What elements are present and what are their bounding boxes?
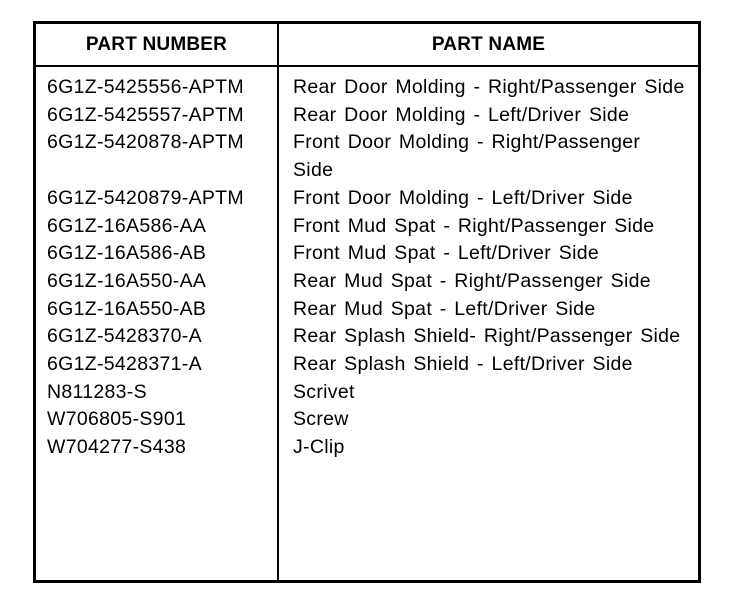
part-name-cell: Front Mud Spat - Right/Passenger Side — [293, 214, 655, 237]
table-row — [36, 268, 698, 296]
table-row — [36, 406, 698, 434]
part-name-cell: Rear Door Molding - Right/Passenger Side — [293, 76, 685, 98]
part-name-cell: Front Door Molding - Left/Driver Side — [293, 186, 633, 209]
part-name-cell: Screw — [293, 408, 349, 431]
table-row — [36, 296, 698, 324]
part-number-cell: 6G1Z-5420878-APTM — [47, 131, 244, 154]
table-row — [36, 213, 698, 241]
table-row — [36, 74, 698, 102]
header-divider — [36, 65, 698, 67]
part-number-cell: 6G1Z-16A586-AA — [47, 214, 207, 237]
part-name-cell: Front Door Molding - Right/Passenger Side — [293, 131, 641, 182]
table-row — [36, 185, 698, 213]
part-number-cell: 6G1Z-16A550-AB — [47, 297, 207, 320]
table-row — [36, 434, 698, 462]
table-row — [36, 102, 698, 130]
table-row — [36, 323, 698, 351]
parts-table — [33, 21, 701, 583]
part-name-cell: Rear Mud Spat - Right/Passenger Side — [293, 269, 651, 292]
part-number-cell: N811283-S — [47, 380, 147, 403]
part-name-cell: Rear Mud Spat - Left/Driver Side — [293, 297, 596, 320]
part-name-cell: Rear Door Molding - Left/Driver Side — [293, 103, 630, 126]
table-body — [36, 74, 698, 462]
table-row — [36, 129, 698, 184]
table-row — [36, 351, 698, 379]
part-name-cell: Scrivet — [293, 380, 355, 403]
part-number-cell: W704277-S438 — [47, 436, 187, 459]
part-number-cell: 6G1Z-16A550-AA — [47, 269, 207, 292]
part-number-cell: 6G1Z-5425556-APTM — [47, 76, 244, 98]
table-row — [36, 240, 698, 268]
table-row — [36, 379, 698, 407]
part-number-cell: W706805-S901 — [47, 408, 187, 431]
part-number-cell: 6G1Z-5428370-A — [47, 325, 202, 348]
part-name-cell: J-Clip — [293, 436, 345, 459]
part-number-cell: 6G1Z-5420879-APTM — [47, 186, 244, 209]
part-number-cell: 6G1Z-5425557-APTM — [47, 103, 244, 126]
part-name-cell: Front Mud Spat - Left/Driver Side — [293, 242, 600, 265]
part-name-header: PART NAME — [431, 34, 546, 55]
part-name-cell: Rear Splash Shield - Left/Driver Side — [293, 353, 633, 376]
part-number-cell: 6G1Z-5428371-A — [47, 353, 202, 376]
part-name-cell: Rear Splash Shield- Right/Passenger Side — [293, 325, 681, 348]
part-number-cell: 6G1Z-16A586-AB — [47, 242, 207, 265]
part-number-header: PART NUMBER — [85, 34, 228, 55]
